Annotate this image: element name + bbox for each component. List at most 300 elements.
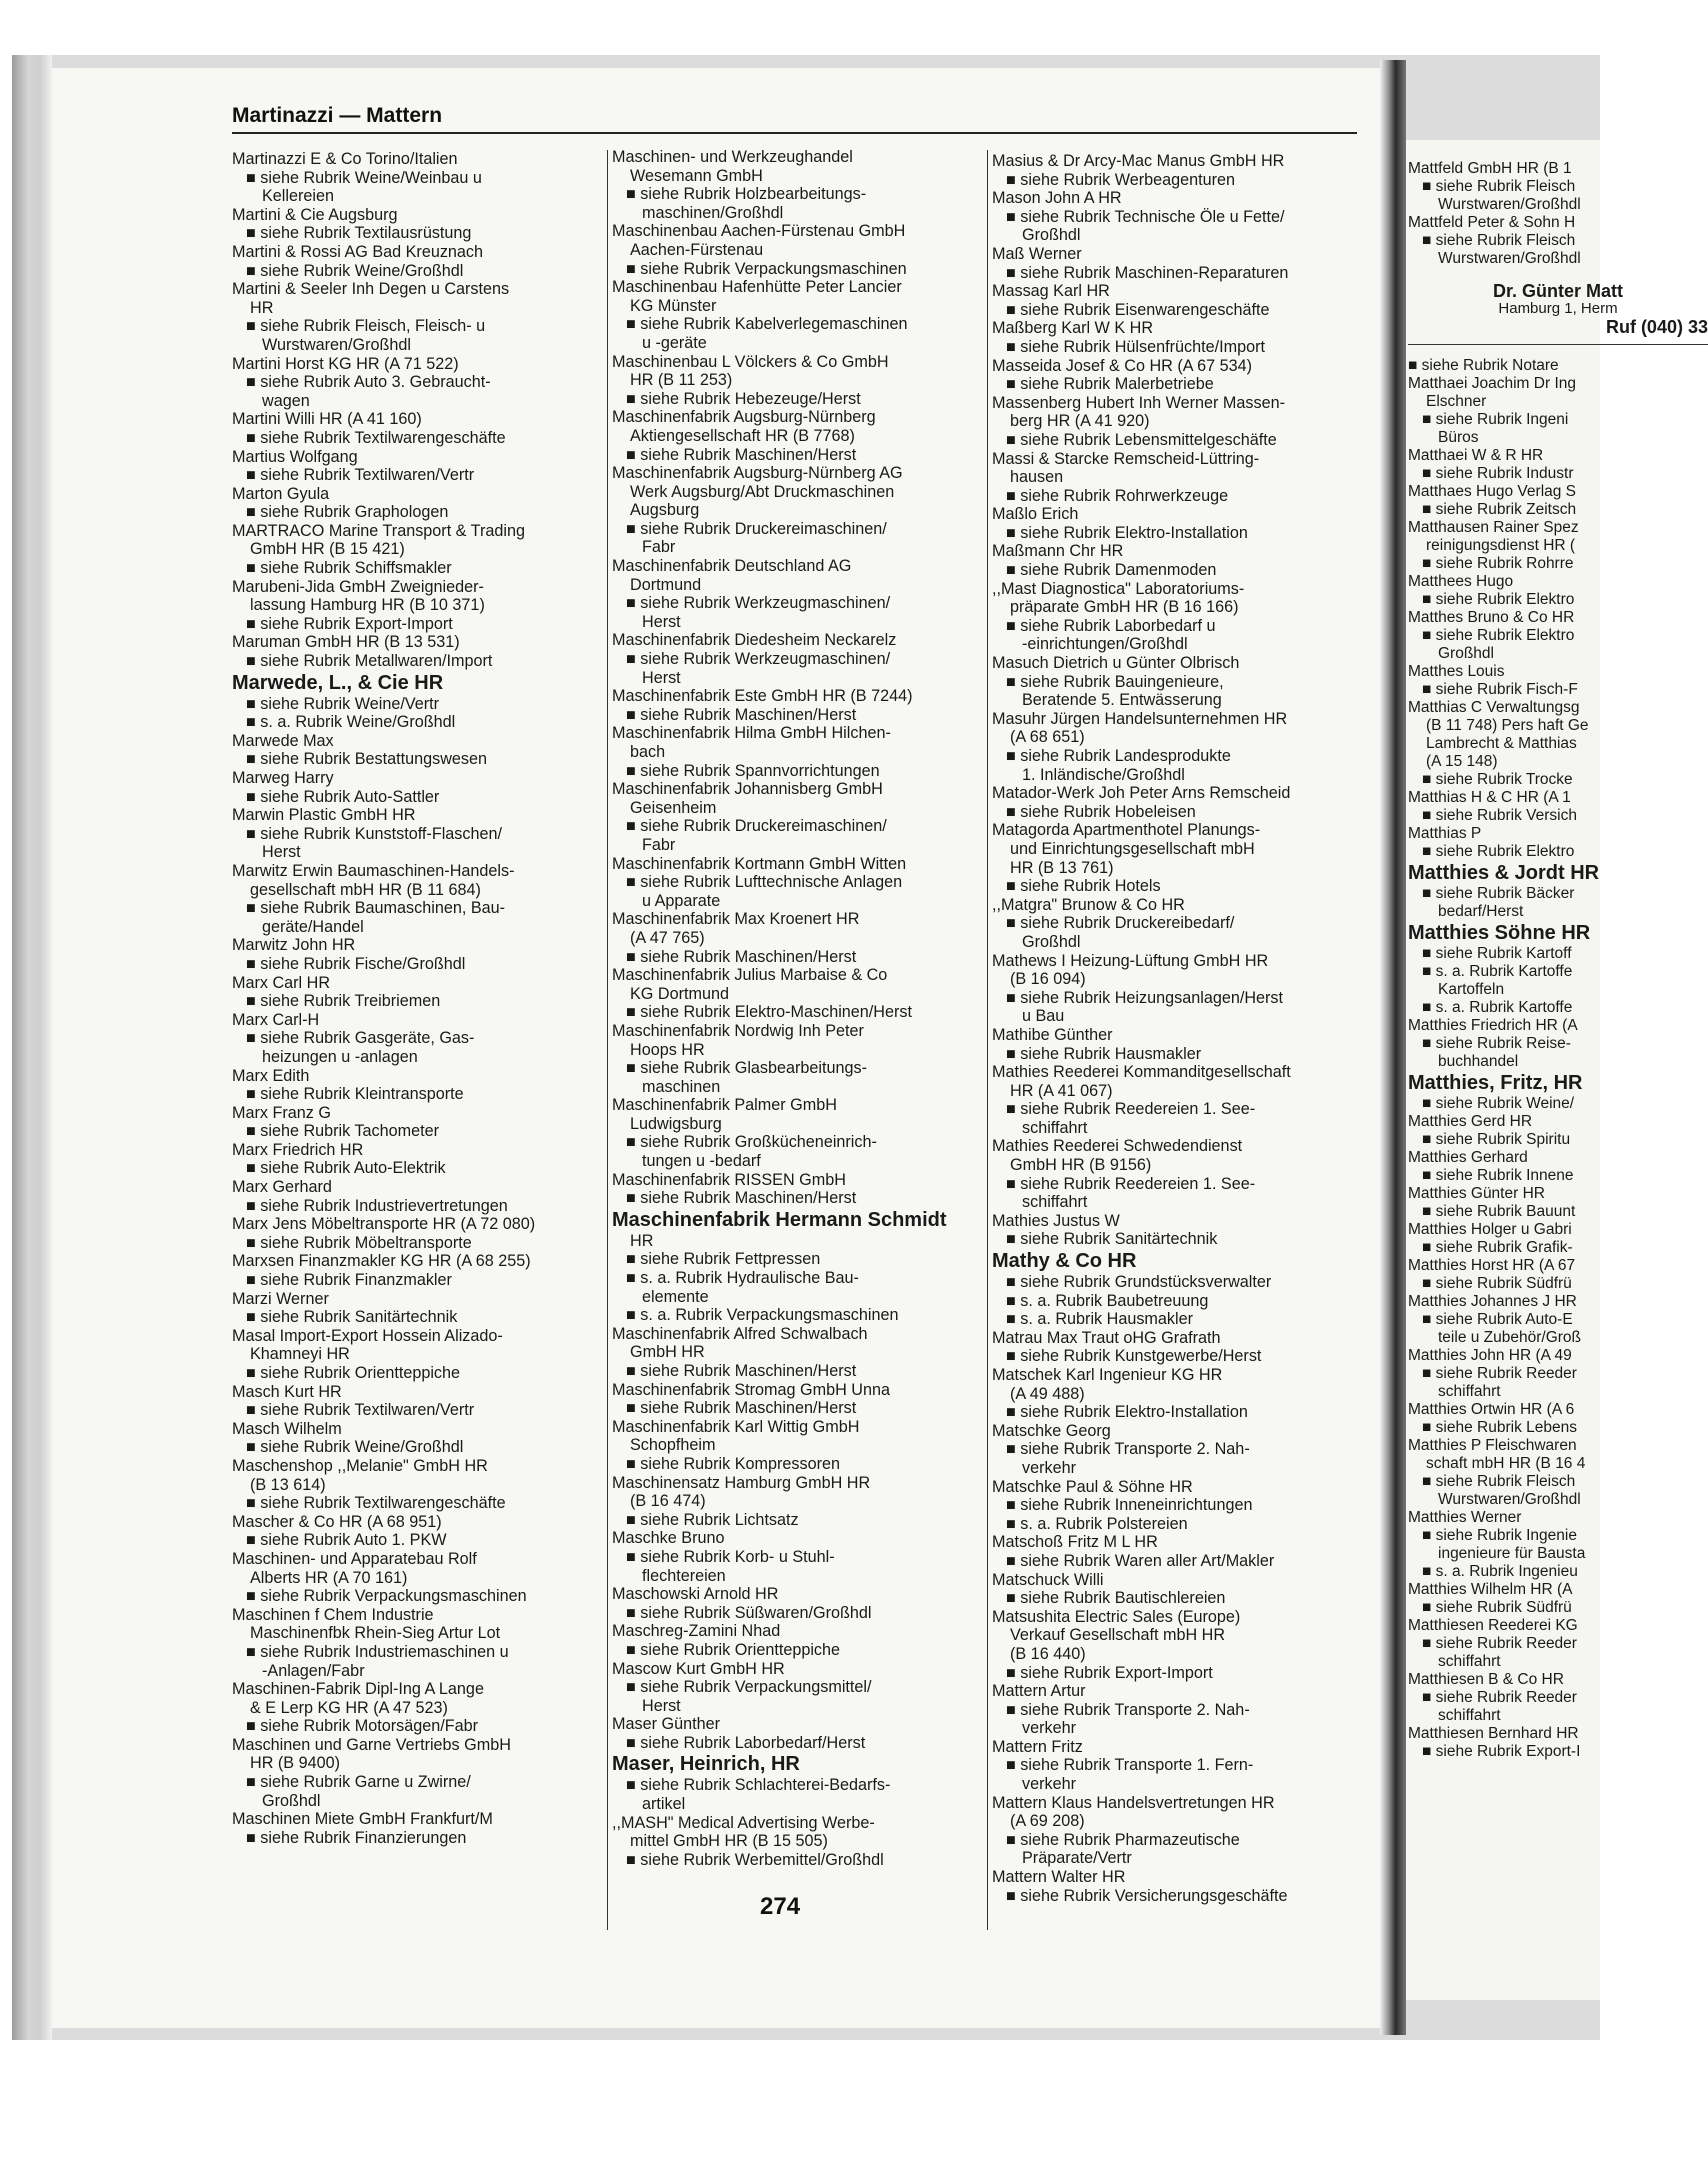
directory-entry bbox=[232, 671, 607, 732]
directory-entry bbox=[232, 936, 607, 973]
entry-name: Masuhr Jürgen Handelsunternehmen HR bbox=[992, 709, 1288, 728]
entry-name-continued: Ludwigsburg bbox=[630, 1114, 722, 1133]
entry-name-continued: hausen bbox=[1010, 468, 1064, 487]
directory-entry bbox=[612, 1381, 987, 1418]
entry-name: Matthies P Fleischwaren bbox=[1408, 1437, 1577, 1454]
entry-name: Maschinenfabrik RISSEN GmbH bbox=[612, 1170, 846, 1189]
entry-name: Maschinenfabrik Hermann Schmidt bbox=[612, 1208, 947, 1231]
rubric-reference-continued: Wurstwaren/Großhdl bbox=[262, 335, 412, 354]
rubric-reference: ■ siehe Rubrik Graphologen bbox=[246, 503, 449, 522]
entry-name: Matthiesen Reederei KG bbox=[1408, 1617, 1578, 1634]
column-divider bbox=[607, 150, 608, 1930]
directory-entry bbox=[232, 1736, 607, 1810]
directory-entry bbox=[612, 1418, 987, 1474]
rubric-reference: ■ siehe Rubrik Motorsägen/Fabr bbox=[246, 1717, 479, 1736]
rubric-reference: ■ siehe Rubrik Inneneinrichtungen bbox=[1006, 1496, 1253, 1515]
directory-column-4-partial bbox=[1408, 160, 1708, 1761]
entry-name-continued: Hoops HR bbox=[630, 1040, 705, 1059]
directory-entry bbox=[612, 557, 987, 631]
directory-entry bbox=[992, 1794, 1367, 1868]
directory-entry bbox=[232, 410, 607, 447]
rubric-reference: ■ siehe Rubrik Auto 1. PKW bbox=[246, 1531, 447, 1550]
rubric-reference: ■ siehe Rubrik Industriemaschinen u bbox=[246, 1642, 509, 1661]
directory-entry bbox=[612, 631, 987, 687]
rubric-reference: ■ siehe Rubrik Weine/Weinbau u bbox=[246, 168, 482, 187]
rubric-reference: ■ siehe Rubrik Versich bbox=[1422, 807, 1577, 824]
rubric-reference: ■ siehe Rubrik Schiffsmakler bbox=[246, 559, 452, 578]
rubric-reference: ■ siehe Rubrik Elektro bbox=[1422, 627, 1575, 644]
rubric-reference-continued: Wurstwaren/Großhdl bbox=[1438, 250, 1581, 267]
entry-name: Maschinenfabrik Deutschland AG bbox=[612, 557, 852, 576]
rubric-reference: ■ siehe Rubrik Werkzeugmaschinen/ bbox=[626, 650, 891, 669]
rubric-reference-continued: wagen bbox=[262, 391, 310, 410]
rubric-reference: ■ s. a. Rubrik Kartoffe bbox=[1422, 963, 1573, 980]
rubric-reference: ■ siehe Rubrik Auto-E bbox=[1422, 1311, 1573, 1328]
rubric-reference-continued: Herst bbox=[642, 668, 681, 687]
directory-entry bbox=[992, 580, 1367, 654]
rubric-reference: ■ siehe Rubrik Kartoff bbox=[1422, 945, 1572, 962]
rubric-reference-continued: schiffahrt bbox=[1022, 1118, 1088, 1137]
entry-name: Matthiesen B & Co HR bbox=[1408, 1671, 1564, 1688]
rubric-reference-continued: 1. Inländische/Großhdl bbox=[1022, 765, 1185, 784]
entry-name-continued: HR bbox=[630, 1231, 654, 1250]
directory-entry bbox=[612, 1752, 987, 1813]
rubric-reference-continued: Großhdl bbox=[262, 1791, 321, 1810]
rubric-reference-continued: artikel bbox=[642, 1795, 686, 1814]
entry-name: Matrau Max Traut oHG Grafrath bbox=[992, 1328, 1221, 1347]
rubric-reference: ■ siehe Rubrik Fleisch bbox=[1422, 178, 1576, 195]
entry-name-continued: (B 16 440) bbox=[1010, 1644, 1086, 1663]
rubric-reference: ■ siehe Rubrik Industrievertretungen bbox=[246, 1196, 508, 1215]
rubric-reference: ■ siehe Rubrik Transporte 2. Nah- bbox=[1006, 1700, 1250, 1719]
rubric-reference: ■ siehe Rubrik Reeder bbox=[1422, 1689, 1577, 1706]
rubric-reference: ■ siehe Rubrik Weine/Vertr bbox=[246, 694, 440, 713]
entry-name-continued: und Einrichtungsgesellschaft mbH bbox=[1010, 839, 1255, 858]
entry-name: Maser, Heinrich, HR bbox=[612, 1753, 800, 1776]
directory-entry bbox=[992, 1366, 1367, 1422]
directory-entry bbox=[992, 1212, 1367, 1249]
boxed-listing-rule bbox=[1408, 344, 1708, 345]
directory-entry bbox=[612, 1814, 987, 1870]
directory-entry bbox=[992, 784, 1367, 821]
rubric-reference: ■ siehe Rubrik Textilwarengeschäfte bbox=[246, 428, 506, 447]
directory-entry bbox=[1408, 609, 1708, 663]
column-divider bbox=[987, 150, 988, 1930]
rubric-reference-continued: schiffahrt bbox=[1438, 1707, 1501, 1724]
directory-entry bbox=[1408, 861, 1708, 921]
directory-entry bbox=[232, 974, 607, 1011]
rubric-reference-continued: verkehr bbox=[1022, 1719, 1076, 1738]
rubric-reference: ■ siehe Rubrik Sanitärtechnik bbox=[1006, 1230, 1218, 1249]
entry-name: Martini Willi HR (A 41 160) bbox=[232, 410, 422, 429]
directory-entry bbox=[992, 1738, 1367, 1794]
entry-name-continued: HR (B 11 253) bbox=[630, 371, 733, 390]
directory-entry bbox=[1408, 1221, 1708, 1257]
entry-name: Matthes Louis bbox=[1408, 663, 1505, 680]
directory-entry bbox=[1408, 1617, 1708, 1671]
entry-name-continued: (A 15 148) bbox=[1426, 753, 1498, 770]
entry-name: Matthies Günter HR bbox=[1408, 1185, 1545, 1202]
rubric-reference: ■ siehe Rubrik Innene bbox=[1422, 1167, 1574, 1184]
entry-name: Marx Franz G bbox=[232, 1103, 331, 1122]
entry-name: Matthies Gerd HR bbox=[1408, 1113, 1533, 1130]
entry-name: Mattern Fritz bbox=[992, 1737, 1083, 1756]
rubric-reference: ■ siehe Rubrik Eisenwarengeschäfte bbox=[1006, 300, 1270, 319]
entry-name: Marzi Werner bbox=[232, 1289, 329, 1308]
entry-name-continued: berg HR (A 41 920) bbox=[1010, 412, 1150, 431]
directory-entry bbox=[992, 1571, 1367, 1608]
rubric-reference: ■ siehe Rubrik Export-Import bbox=[246, 614, 453, 633]
rubric-reference: ■ siehe Rubrik Verpackungsmaschinen bbox=[246, 1587, 527, 1606]
rubric-reference: ■ siehe Rubrik Elektro-Installation bbox=[1006, 1403, 1248, 1422]
directory-entry bbox=[1408, 483, 1708, 519]
rubric-reference-continued: ingenieure für Bausta bbox=[1438, 1545, 1586, 1562]
directory-entry bbox=[1408, 825, 1708, 861]
entry-name: Maschinen- und Werkzeughandel bbox=[612, 148, 853, 166]
directory-entry bbox=[232, 1680, 607, 1736]
entry-name: Maschinenfabrik Augsburg-Nürnberg bbox=[612, 408, 876, 427]
directory-entry bbox=[992, 896, 1367, 952]
entry-name-continued: Aktiengesellschaft HR (B 7768) bbox=[630, 426, 855, 445]
directory-entry bbox=[1408, 1257, 1708, 1293]
entry-name: Matschoß Fritz M L HR bbox=[992, 1533, 1158, 1552]
directory-entry bbox=[232, 732, 607, 769]
directory-entry bbox=[232, 862, 607, 936]
directory-entry bbox=[612, 1208, 987, 1325]
directory-entry bbox=[232, 1011, 607, 1067]
directory-entry bbox=[232, 150, 607, 206]
directory-entry bbox=[232, 1215, 607, 1252]
entry-name-continued: reinigungsdienst HR ( bbox=[1426, 537, 1576, 554]
header-rule bbox=[232, 132, 1357, 134]
entry-name: Maschinen f Chem Industrie bbox=[232, 1605, 434, 1624]
entry-name: Matthiesen Bernhard HR bbox=[1408, 1725, 1579, 1742]
rubric-reference: ■ siehe Rubrik Sanitärtechnik bbox=[246, 1308, 458, 1327]
rubric-reference: ■ siehe Rubrik Weine/ bbox=[1422, 1095, 1575, 1112]
entry-name: Maschinen- und Apparatebau Rolf bbox=[232, 1549, 477, 1568]
rubric-reference-continued: -einrichtungen/Großhdl bbox=[1022, 635, 1188, 654]
entry-name: Maschinenfabrik Augsburg-Nürnberg AG bbox=[612, 464, 903, 483]
rubric-reference: ■ siehe Rubrik Südfrü bbox=[1422, 1599, 1572, 1616]
entry-name: Marx Edith bbox=[232, 1066, 310, 1085]
entry-name: Matthies Johannes J HR bbox=[1408, 1293, 1577, 1310]
entry-name: Mathies Reederei Kommanditgesellschaft bbox=[992, 1063, 1291, 1082]
rubric-reference: ■ siehe Rubrik Grundstücksverwalter bbox=[1006, 1273, 1272, 1292]
entry-name-continued: HR (B 13 761) bbox=[1010, 858, 1114, 877]
directory-entry bbox=[1408, 1437, 1708, 1509]
rubric-reference: ■ siehe Rubrik Schlachterei-Bedarfs- bbox=[626, 1776, 891, 1795]
entry-name-continued: Werk Augsburg/Abt Druckmaschinen bbox=[630, 482, 895, 501]
rubric-reference-continued: u Apparate bbox=[642, 891, 721, 910]
rubric-reference: ■ siehe Rubrik Trocke bbox=[1422, 771, 1573, 788]
rubric-reference: ■ siehe Rubrik Textilwarengeschäfte bbox=[246, 1494, 506, 1513]
entry-name: Maschinenfabrik Alfred Schwalbach bbox=[612, 1324, 868, 1343]
entry-name: Mattern Klaus Handelsvertretungen HR bbox=[992, 1793, 1275, 1812]
rubric-reference: ■ siehe Rubrik Lebens bbox=[1422, 1419, 1577, 1436]
rubric-reference: ■ siehe Rubrik Bäcker bbox=[1422, 885, 1575, 902]
rubric-reference: ■ siehe Rubrik Industr bbox=[1422, 465, 1574, 482]
entry-name: Maschinenfabrik Johannisberg GmbH bbox=[612, 780, 883, 799]
directory-entry bbox=[612, 780, 987, 854]
entry-name-continued: Aachen-Fürstenau bbox=[630, 240, 764, 259]
entry-name: Matthies Gerhard bbox=[1408, 1149, 1528, 1166]
rubric-reference: ■ siehe Rubrik Orientteppiche bbox=[246, 1364, 461, 1382]
entry-name: Matthausen Rainer Spez bbox=[1408, 519, 1579, 536]
entry-name: Mathies Reederei Schwedendienst bbox=[992, 1137, 1243, 1156]
rubric-reference-continued: verkehr bbox=[1022, 1458, 1076, 1477]
rubric-reference: ■ siehe Rubrik Reeder bbox=[1422, 1635, 1577, 1652]
rubric-reference-continued: flechtereien bbox=[642, 1566, 726, 1585]
entry-name: Matthias H & C HR (A 1 bbox=[1408, 789, 1571, 806]
entry-name: Masal Import-Export Hossein Alizado- bbox=[232, 1326, 503, 1345]
directory-entry bbox=[612, 724, 987, 780]
entry-name: Maschinen Miete GmbH Frankfurt/M bbox=[232, 1810, 493, 1829]
entry-name: Mattern Walter HR bbox=[992, 1868, 1126, 1887]
rubric-reference: ■ siehe Rubrik Maschinen/Herst bbox=[626, 705, 857, 724]
entry-name: Marx Carl HR bbox=[232, 973, 331, 992]
directory-entry bbox=[232, 1457, 607, 1513]
entry-name: Marwitz John HR bbox=[232, 936, 356, 955]
entry-name: Maschinenfabrik Nordwig Inh Peter bbox=[612, 1021, 864, 1040]
rubric-reference-continued: Großhdl bbox=[1438, 645, 1494, 662]
entry-name: Mathews I Heizung-Lüftung GmbH HR bbox=[992, 951, 1269, 970]
rubric-reference: ■ siehe Rubrik Textilwaren/Vertr bbox=[246, 1401, 475, 1420]
entry-name: Maschinensatz Hamburg GmbH HR bbox=[612, 1473, 871, 1492]
entry-name: Maschinenbau L Völckers & Co GmbH bbox=[612, 352, 889, 371]
entry-name-continued: KG Münster bbox=[630, 296, 717, 315]
directory-entry bbox=[1408, 1509, 1708, 1581]
book-page-edge bbox=[12, 55, 52, 2040]
entry-name: Maßberg Karl W K HR bbox=[992, 319, 1154, 338]
entry-name-continued: Lambrecht & Matthias bbox=[1426, 735, 1577, 752]
entry-name: Marx Friedrich HR bbox=[232, 1140, 364, 1159]
boxed-listing-name: Dr. Günter Matt bbox=[1492, 281, 1623, 301]
entry-name-continued: gesellschaft mbH HR (B 11 684) bbox=[250, 880, 481, 899]
rubric-reference: ■ siehe Rubrik Druckereimaschinen/ bbox=[626, 817, 887, 836]
rubric-reference: ■ siehe Rubrik Elektro-Maschinen/Herst bbox=[626, 1003, 912, 1022]
directory-entry bbox=[612, 1022, 987, 1096]
rubric-reference: ■ siehe Rubrik Damenmoden bbox=[1006, 561, 1217, 580]
directory-entry bbox=[612, 1171, 987, 1208]
entry-name: Matthies Wilhelm HR (A bbox=[1408, 1581, 1573, 1598]
entry-name-continued: mittel GmbH HR (B 15 505) bbox=[630, 1832, 828, 1851]
entry-name: Mathies Justus W bbox=[992, 1211, 1120, 1230]
entry-name: Matschke Paul & Söhne HR bbox=[992, 1477, 1193, 1496]
directory-entry bbox=[1408, 1185, 1708, 1221]
rubric-reference: ■ siehe Rubrik Orientteppiche bbox=[626, 1640, 841, 1659]
rubric-reference: ■ siehe Rubrik Hülsenfrüchte/Import bbox=[1006, 337, 1265, 356]
rubric-reference-continued: maschinen bbox=[642, 1077, 721, 1096]
rubric-reference: ■ s. a. Rubrik Verpackungsmaschinen bbox=[626, 1306, 899, 1325]
directory-entry bbox=[232, 1327, 607, 1383]
directory-entry bbox=[612, 1474, 987, 1530]
entry-name: Maschinenfabrik Stromag GmbH Unna bbox=[612, 1380, 891, 1399]
rubric-reference: ■ siehe Rubrik Reedereien 1. See- bbox=[1006, 1100, 1256, 1119]
rubric-reference: ■ siehe Rubrik Malerbetriebe bbox=[1006, 375, 1214, 394]
rubric-reference-continued: tungen u -bedarf bbox=[642, 1152, 761, 1171]
entry-name-continued: Verkauf Gesellschaft mbH HR bbox=[1010, 1626, 1226, 1645]
directory-entry bbox=[1408, 1293, 1708, 1347]
entry-name-continued: KG Dortmund bbox=[630, 984, 729, 1003]
directory-entry bbox=[612, 1325, 987, 1381]
rubric-reference: ■ siehe Rubrik Fisch-F bbox=[1422, 681, 1578, 698]
rubric-reference: ■ siehe Rubrik Reedereien 1. See- bbox=[1006, 1174, 1256, 1193]
rubric-reference: ■ siehe Rubrik Druckereibedarf/ bbox=[1006, 914, 1235, 933]
rubric-reference: ■ siehe Rubrik Ingeni bbox=[1422, 411, 1569, 428]
rubric-reference: ■ siehe Rubrik Textilausrüstung bbox=[246, 224, 472, 243]
entry-name: Mascher & Co HR (A 68 951) bbox=[232, 1512, 442, 1531]
rubric-reference: ■ siehe Rubrik Auto 3. Gebraucht- bbox=[246, 373, 491, 392]
rubric-reference-continued: Großhdl bbox=[1022, 932, 1081, 951]
rubric-reference: ■ siehe Rubrik Fleisch, Fleisch- u bbox=[246, 317, 486, 336]
entry-name-continued: bach bbox=[630, 743, 666, 761]
entry-name: Maschinenfabrik Max Kroenert HR bbox=[612, 910, 860, 929]
directory-entry bbox=[1408, 160, 1708, 214]
rubric-reference: ■ siehe Rubrik Export-I bbox=[1422, 1743, 1581, 1760]
rubric-reference: ■ siehe Rubrik Finanzmakler bbox=[246, 1271, 452, 1290]
rubric-reference-continued: schiffahrt bbox=[1438, 1653, 1501, 1670]
rubric-reference: ■ siehe Rubrik Hebezeuge/Herst bbox=[626, 389, 861, 408]
rubric-reference: ■ siehe Rubrik Fleisch bbox=[1422, 232, 1576, 249]
entry-name: Maschinenfabrik Karl Wittig GmbH bbox=[612, 1417, 860, 1436]
directory-entry bbox=[1408, 1071, 1708, 1113]
entry-name: Matthies & Jordt HR bbox=[1408, 862, 1600, 884]
directory-entry bbox=[612, 1622, 987, 1659]
entry-name: Matschuck Willi bbox=[992, 1570, 1104, 1589]
entry-name-continued: HR (A 41 067) bbox=[1010, 1081, 1113, 1100]
directory-entry bbox=[1408, 1017, 1708, 1071]
page-title: Martinazzi — Mattern bbox=[232, 104, 443, 127]
rubric-reference: ■ siehe Rubrik Bestattungswesen bbox=[246, 750, 488, 769]
rubric-reference: ■ siehe Rubrik Glasbearbeitungs- bbox=[626, 1059, 868, 1078]
rubric-reference: ■ siehe Rubrik Baumaschinen, Bau- bbox=[246, 899, 506, 918]
rubric-reference: ■ siehe Rubrik Fische/Großhdl bbox=[246, 954, 466, 973]
rubric-reference: ■ siehe Rubrik Weine/Großhdl bbox=[246, 1438, 464, 1457]
entry-name-continued: schaft mbH HR (B 16 4 bbox=[1426, 1455, 1586, 1472]
directory-entry bbox=[612, 353, 987, 409]
entry-name: Massi & Starcke Remscheid-Lüttring- bbox=[992, 449, 1260, 468]
rubric-reference: ■ siehe Rubrik Reise- bbox=[1422, 1035, 1571, 1052]
rubric-reference: ■ siehe Rubrik Kunststoff-Flaschen/ bbox=[246, 824, 503, 843]
directory-entry bbox=[232, 280, 607, 354]
entry-name: Matthaes Hugo Verlag S bbox=[1408, 483, 1577, 500]
entry-name: Masseida Josef & Co HR (A 67 534) bbox=[992, 356, 1253, 375]
directory-entry bbox=[1408, 375, 1708, 447]
directory-entry bbox=[1408, 357, 1708, 375]
rubric-reference-continued: Fabr bbox=[642, 835, 676, 854]
entry-name: Maschinenfabrik Palmer GmbH bbox=[612, 1096, 837, 1115]
directory-entry bbox=[612, 855, 987, 911]
rubric-reference: ■ s. a. Rubrik Weine/Großhdl bbox=[246, 713, 456, 732]
directory-entry bbox=[232, 1606, 607, 1680]
directory-entry bbox=[1408, 1725, 1708, 1761]
entry-name-continued: Augsburg bbox=[630, 501, 700, 520]
entry-name-continued: HR bbox=[250, 298, 274, 317]
entry-name-continued: Dortmund bbox=[630, 575, 702, 594]
directory-entry bbox=[232, 448, 607, 485]
rubric-reference-continued: Wurstwaren/Großhdl bbox=[1438, 196, 1581, 213]
rubric-reference: ■ siehe Rubrik Rohrre bbox=[1422, 555, 1574, 572]
entry-name: Marx Gerhard bbox=[232, 1178, 332, 1197]
entry-name: Matador-Werk Joh Peter Arns Remscheid bbox=[992, 784, 1291, 803]
entry-name-continued: GmbH HR (B 15 421) bbox=[250, 540, 405, 559]
entry-name-continued: HR (B 9400) bbox=[250, 1754, 340, 1773]
directory-entry bbox=[232, 1420, 607, 1457]
entry-name-continued: Schopfheim bbox=[630, 1436, 716, 1455]
rubric-reference-continued: Büros bbox=[1438, 429, 1479, 446]
rubric-reference-continued: maschinen/Großhdl bbox=[642, 203, 784, 222]
rubric-reference: ■ siehe Rubrik Laborbedarf u bbox=[1006, 616, 1216, 635]
entry-name-continued: Geisenheim bbox=[630, 798, 717, 817]
directory-entry bbox=[992, 1608, 1367, 1682]
directory-entry bbox=[232, 1290, 607, 1327]
directory-entry bbox=[992, 1422, 1367, 1478]
directory-column-2 bbox=[612, 148, 987, 1869]
entry-name: Marxsen Finanzmakler KG HR (A 68 255) bbox=[232, 1252, 531, 1271]
rubric-reference: ■ siehe Rubrik Transporte 2. Nah- bbox=[1006, 1440, 1250, 1459]
rubric-reference-continued: Kartoffeln bbox=[1438, 981, 1505, 998]
rubric-reference-continued: buchhandel bbox=[1438, 1053, 1519, 1070]
rubric-reference: ■ siehe Rubrik Pharmazeutische bbox=[1006, 1830, 1240, 1849]
rubric-reference: ■ siehe Rubrik Elektro-Installation bbox=[1006, 523, 1248, 542]
entry-name: Maschinenbau Hafenhütte Peter Lancier bbox=[612, 278, 902, 297]
directory-entry bbox=[1408, 1149, 1708, 1185]
rubric-reference: ■ siehe Rubrik Kleintransporte bbox=[246, 1085, 464, 1104]
entry-name: Matthies John HR (A 49 bbox=[1408, 1347, 1572, 1364]
entry-name: Masch Wilhelm bbox=[232, 1419, 342, 1438]
entry-name: Martini & Cie Augsburg bbox=[232, 205, 398, 224]
entry-name: Marwitz Erwin Baumaschinen-Handels- bbox=[232, 861, 515, 880]
rubric-reference-continued: Großhdl bbox=[1022, 226, 1081, 245]
entry-name: Mattern Artur bbox=[992, 1682, 1086, 1701]
rubric-reference-continued: Wurstwaren/Großhdl bbox=[1438, 1491, 1581, 1508]
directory-entry bbox=[612, 408, 987, 464]
entry-name: Matschek Karl Ingenieur KG HR bbox=[992, 1366, 1223, 1384]
entry-name: Martini Horst KG HR (A 71 522) bbox=[232, 354, 459, 373]
directory-entry bbox=[992, 1533, 1367, 1570]
directory-entry bbox=[992, 394, 1367, 450]
rubric-reference: ■ siehe Rubrik Elektro bbox=[1422, 843, 1575, 860]
directory-entry bbox=[1408, 447, 1708, 483]
directory-entry bbox=[992, 282, 1367, 319]
entry-name-continued: Elschner bbox=[1426, 393, 1487, 410]
entry-name: Masch Kurt HR bbox=[232, 1382, 342, 1401]
entry-name: ,,Mast Diagnostica" Laboratoriums- bbox=[992, 579, 1245, 598]
directory-entry bbox=[232, 633, 607, 670]
directory-entry bbox=[992, 1868, 1367, 1905]
rubric-reference-continued: schiffahrt bbox=[1438, 1383, 1501, 1400]
directory-entry bbox=[1408, 1581, 1708, 1617]
entry-name: Masius & Dr Arcy-Mac Manus GmbH HR bbox=[992, 152, 1285, 170]
entry-name: Matthies Holger u Gabri bbox=[1408, 1221, 1572, 1238]
boxed-listing-address: Hamburg 1, Herm bbox=[1498, 300, 1618, 317]
rubric-reference: ■ siehe Rubrik Tachometer bbox=[246, 1122, 440, 1141]
directory-entry bbox=[1408, 699, 1708, 789]
entry-name: ,,Matgra" Brunow & Co HR bbox=[992, 895, 1185, 914]
entry-name: Martini & Rossi AG Bad Kreuznach bbox=[232, 242, 484, 261]
entry-name-continued: Alberts HR (A 70 161) bbox=[250, 1568, 408, 1587]
directory-entry bbox=[232, 243, 607, 280]
rubric-reference: ■ siehe Rubrik Heizungsanlagen/Herst bbox=[1006, 988, 1284, 1007]
rubric-reference: ■ siehe Rubrik Werkzeugmaschinen/ bbox=[626, 594, 891, 613]
rubric-reference-continued: Herst bbox=[642, 1696, 681, 1715]
rubric-reference: ■ siehe Rubrik Hausmakler bbox=[1006, 1044, 1202, 1063]
directory-entry bbox=[612, 1660, 987, 1716]
directory-entry bbox=[232, 769, 607, 806]
rubric-reference-continued: bedarf/Herst bbox=[1438, 903, 1524, 920]
directory-entry bbox=[612, 222, 987, 278]
entry-name: Maschenshop ,,Melanie" GmbH HR bbox=[232, 1456, 488, 1475]
